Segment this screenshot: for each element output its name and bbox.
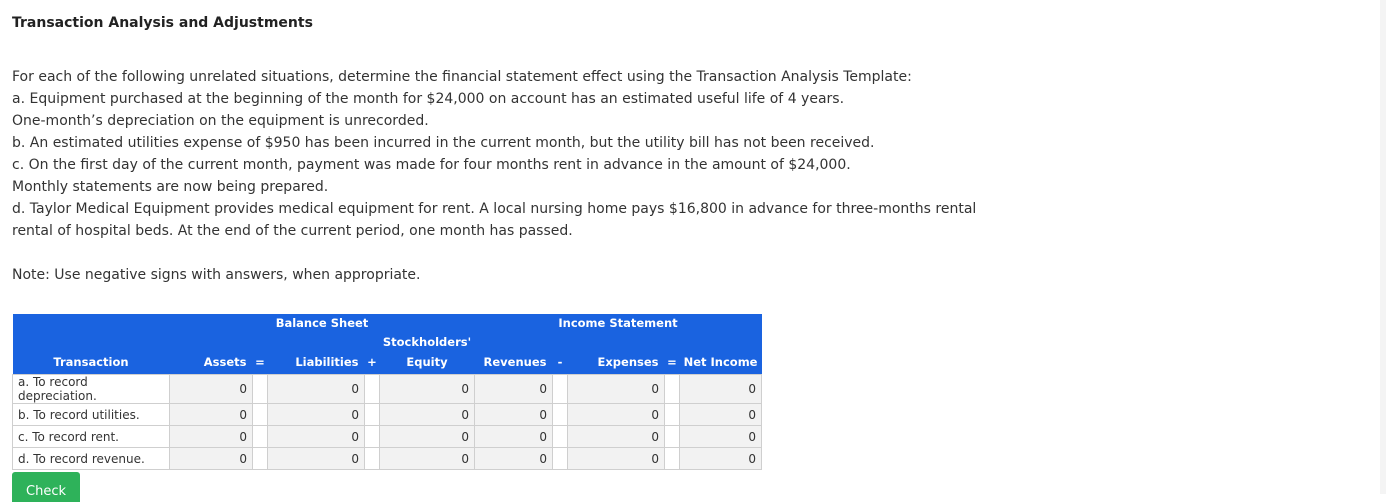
liabilities-cell[interactable]: 0 xyxy=(268,404,365,426)
operator-cell xyxy=(365,426,380,448)
col-equals: = xyxy=(253,354,268,375)
col-expenses: Expenses xyxy=(568,354,665,375)
net-income-cell[interactable]: 0 xyxy=(680,375,762,404)
row-label: c. To record rent. xyxy=(13,426,170,448)
operator-cell xyxy=(553,404,568,426)
table-row xyxy=(13,404,762,426)
assets-cell[interactable]: 0 xyxy=(170,375,253,404)
col-equals-2: = xyxy=(665,354,680,375)
equity-cell[interactable]: 0 xyxy=(380,404,475,426)
table-row xyxy=(13,448,762,470)
operator-cell xyxy=(253,448,268,470)
liabilities-cell[interactable]: 0 xyxy=(268,426,365,448)
header-blank xyxy=(13,334,380,354)
instruction-line: One-month’s depreciation on the equipment is unrecorded. xyxy=(12,113,429,129)
col-revenues: Revenues xyxy=(475,354,553,375)
assets-cell[interactable]: 0 xyxy=(170,426,253,448)
operator-cell xyxy=(665,448,680,470)
instructions xyxy=(12,66,992,242)
instruction-line: rental of hospital beds. At the end of the current period, one month has passed. xyxy=(12,223,573,239)
operator-cell xyxy=(365,448,380,470)
net-income-cell[interactable]: 0 xyxy=(680,426,762,448)
transaction-analysis-table xyxy=(12,314,762,470)
expenses-cell[interactable]: 0 xyxy=(568,426,665,448)
balance-sheet-header: Balance Sheet xyxy=(170,314,475,334)
instruction-line: b. An estimated utilities expense of $950 has been incurred in the current month, but the utility bill has not been received. xyxy=(12,135,875,151)
col-transaction: Transaction xyxy=(13,354,170,375)
liabilities-cell[interactable]: 0 xyxy=(268,448,365,470)
page-title: Transaction Analysis and Adjustments xyxy=(12,15,313,31)
operator-cell xyxy=(553,426,568,448)
expenses-cell[interactable]: 0 xyxy=(568,404,665,426)
header-blank xyxy=(475,334,762,354)
col-assets: Assets xyxy=(170,354,253,375)
header-blank xyxy=(13,314,170,334)
assets-cell[interactable]: 0 xyxy=(170,448,253,470)
operator-cell xyxy=(665,404,680,426)
revenues-cell[interactable]: 0 xyxy=(475,426,553,448)
expenses-cell[interactable]: 0 xyxy=(568,448,665,470)
assets-cell[interactable]: 0 xyxy=(170,404,253,426)
revenues-cell[interactable]: 0 xyxy=(475,448,553,470)
stockholders-header: Stockholders' xyxy=(380,334,475,354)
row-label: b. To record utilities. xyxy=(13,404,170,426)
instruction-line: For each of the following unrelated situations, determine the financial statement effect using the Transaction Analysis Template: xyxy=(12,69,912,85)
operator-cell xyxy=(553,448,568,470)
operator-cell xyxy=(665,375,680,404)
operator-cell xyxy=(253,375,268,404)
equity-cell[interactable]: 0 xyxy=(380,426,475,448)
operator-cell xyxy=(665,426,680,448)
income-statement-header: Income Statement xyxy=(475,314,762,334)
col-equity: Equity xyxy=(380,354,475,375)
row-label: d. To record revenue. xyxy=(13,448,170,470)
instruction-line: Monthly statements are now being prepared. xyxy=(12,179,329,195)
table-row xyxy=(13,375,762,404)
col-minus: - xyxy=(553,354,568,375)
net-income-cell[interactable]: 0 xyxy=(680,448,762,470)
liabilities-cell[interactable]: 0 xyxy=(268,375,365,404)
table-row xyxy=(13,426,762,448)
row-label: a. To record depreciation. xyxy=(13,375,170,404)
revenues-cell[interactable]: 0 xyxy=(475,375,553,404)
operator-cell xyxy=(553,375,568,404)
instruction-line: a. Equipment purchased at the beginning of the month for $24,000 on account has an estimated useful life of 4 years. xyxy=(12,91,845,107)
col-liabilities: Liabilities xyxy=(268,354,365,375)
operator-cell xyxy=(253,426,268,448)
revenues-cell[interactable]: 0 xyxy=(475,404,553,426)
equity-cell[interactable]: 0 xyxy=(380,375,475,404)
operator-cell xyxy=(365,404,380,426)
note-text: Note: Use negative signs with answers, when appropriate. xyxy=(12,267,421,283)
equity-cell[interactable]: 0 xyxy=(380,448,475,470)
col-plus: + xyxy=(365,354,380,375)
operator-cell xyxy=(365,375,380,404)
net-income-cell[interactable]: 0 xyxy=(680,404,762,426)
operator-cell xyxy=(253,404,268,426)
check-button[interactable]: Check xyxy=(12,472,80,502)
instruction-line: d. Taylor Medical Equipment provides medical equipment for rent. A local nursing home pays $16,800 in advance for three-months rental xyxy=(12,201,977,217)
col-net-income: Net Income xyxy=(680,354,762,375)
instruction-line: c. On the first day of the current month, payment was made for four months rent in advance in the amount of $24,000. xyxy=(12,157,851,173)
expenses-cell[interactable]: 0 xyxy=(568,375,665,404)
vertical-scrollbar[interactable] xyxy=(1380,0,1386,494)
